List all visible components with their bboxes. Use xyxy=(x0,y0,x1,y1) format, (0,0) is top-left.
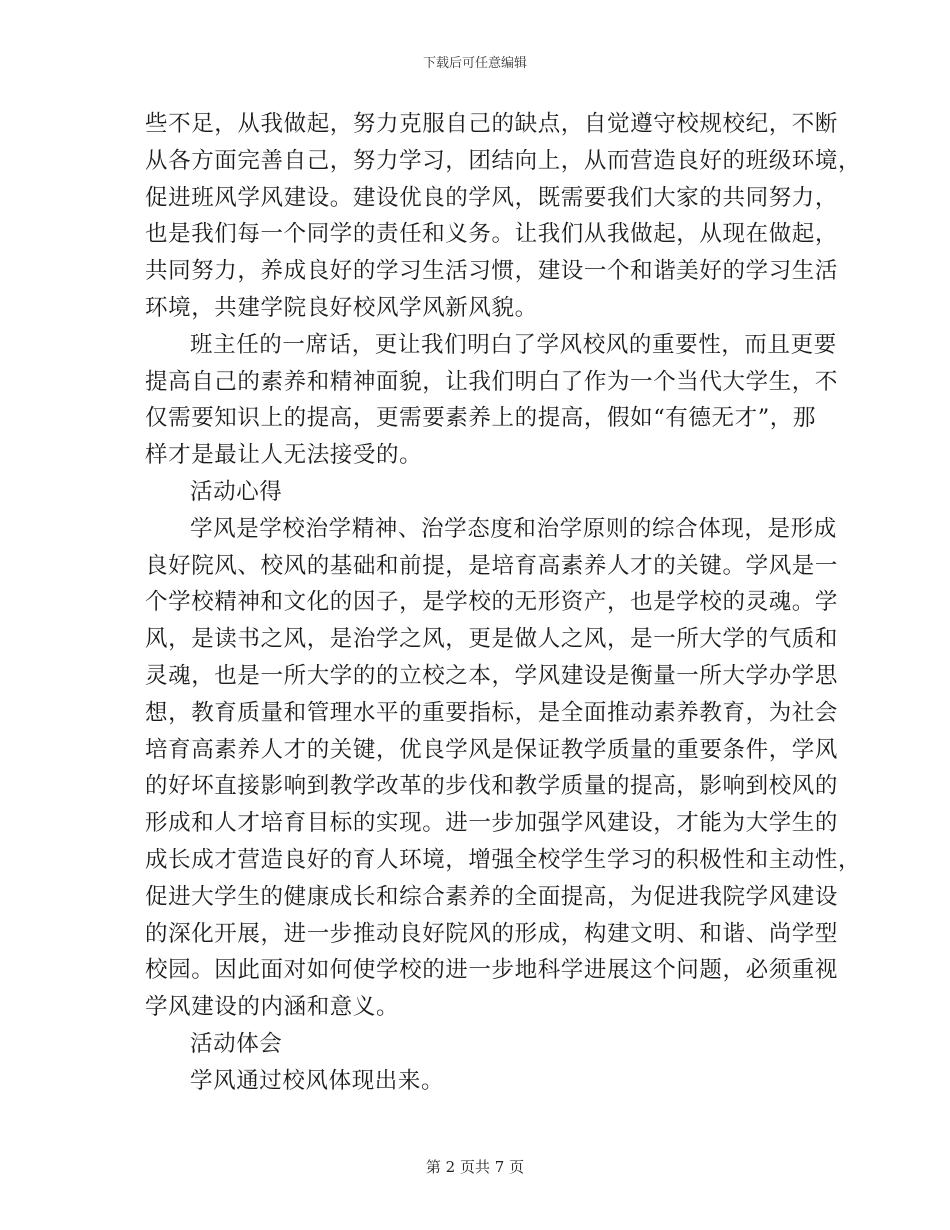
text-line: 促进大学生的健康成长和综合素养的全面提高，为促进我院学风建设 xyxy=(145,883,839,910)
text-line: 仅需要知识上的提高，更需要素养上的提高，假如“有德无才”，那 xyxy=(145,405,817,432)
document-body xyxy=(145,106,862,1100)
text-line: 些不足，从我做起，努力克服自己的缺点，自觉遵守校规校纪，不断 xyxy=(145,111,839,137)
text-line: 学风是学校治学精神、治学态度和治学原则的综合体现，是形成 xyxy=(190,515,837,542)
text-line: 也是我们每一个同学的责任和义务。让我们从我做起，从现在做起， xyxy=(145,221,839,248)
text-line: 风，是读书之风，是治学之风，更是做人之风，是一所大学的气质和 xyxy=(145,626,839,653)
text-line: 成长成才营造良好的育人环境，增强全校学生学习的积极性和主动性， xyxy=(145,846,862,873)
text-line: 样才是最让人无法接受的。 xyxy=(145,442,423,469)
text-line: 校园。因此面对如何使学校的进一步地科学进展这个问题，必须重视 xyxy=(145,957,839,984)
page-footer: 第 2 页共 7 页 xyxy=(425,1158,525,1176)
text-line: 共同努力，养成良好的学习生活习惯，建设一个和谐美好的学习生活 xyxy=(145,258,839,285)
text-line: 培育高素养人才的关键，优良学风是保证教学质量的重要条件，学风 xyxy=(145,736,839,763)
text-line: 提高自己的素养和精神面貌，让我们明白了作为一个当代大学生，不 xyxy=(145,368,839,395)
text-line: 从各方面完善自己，努力学习，团结向上，从而营造良好的班级环境， xyxy=(145,147,862,174)
text-line: 想，教育质量和管理水平的重要指标，是全面推动素养教育，为社会 xyxy=(145,699,839,726)
text-line: 个学校精神和文化的因子，是学校的无形资产，也是学校的灵魂。学 xyxy=(145,589,839,616)
text-line: 灵魂，也是一所大学的的立校之本，学风建设是衡量一所大学办学思 xyxy=(145,662,839,689)
page-header: 下载后可任意编辑 xyxy=(422,56,527,71)
text-line: 的深化开展，进一步推动良好院风的形成，构建文明、和谐、尚学型 xyxy=(145,920,839,947)
text-line: 促进班风学风建设。建设优良的学风，既需要我们大家的共同努力， xyxy=(145,184,839,211)
text-line: 学风建设的内涵和意义。 xyxy=(145,994,400,1021)
text-line: 活动体会 xyxy=(190,1030,283,1057)
text-line: 的好坏直接影响到教学改革的步伐和教学质量的提高，影响到校风的 xyxy=(145,773,839,800)
text-line: 环境，共建学院良好校风学风新风貌。 xyxy=(145,294,538,321)
text-line: 班主任的一席话，更让我们明白了学风校风的重要性，而且更要 xyxy=(190,331,837,358)
text-line: 学风通过校风体现出来。 xyxy=(190,1067,445,1094)
text-line: 形成和人才培育目标的实现。进一步加强学风建设，才能为大学生的 xyxy=(145,810,839,837)
text-line: 活动心得 xyxy=(190,478,283,505)
text-line: 良好院风、校风的基础和前提，是培育高素养人才的关键。学风是一 xyxy=(145,552,839,579)
